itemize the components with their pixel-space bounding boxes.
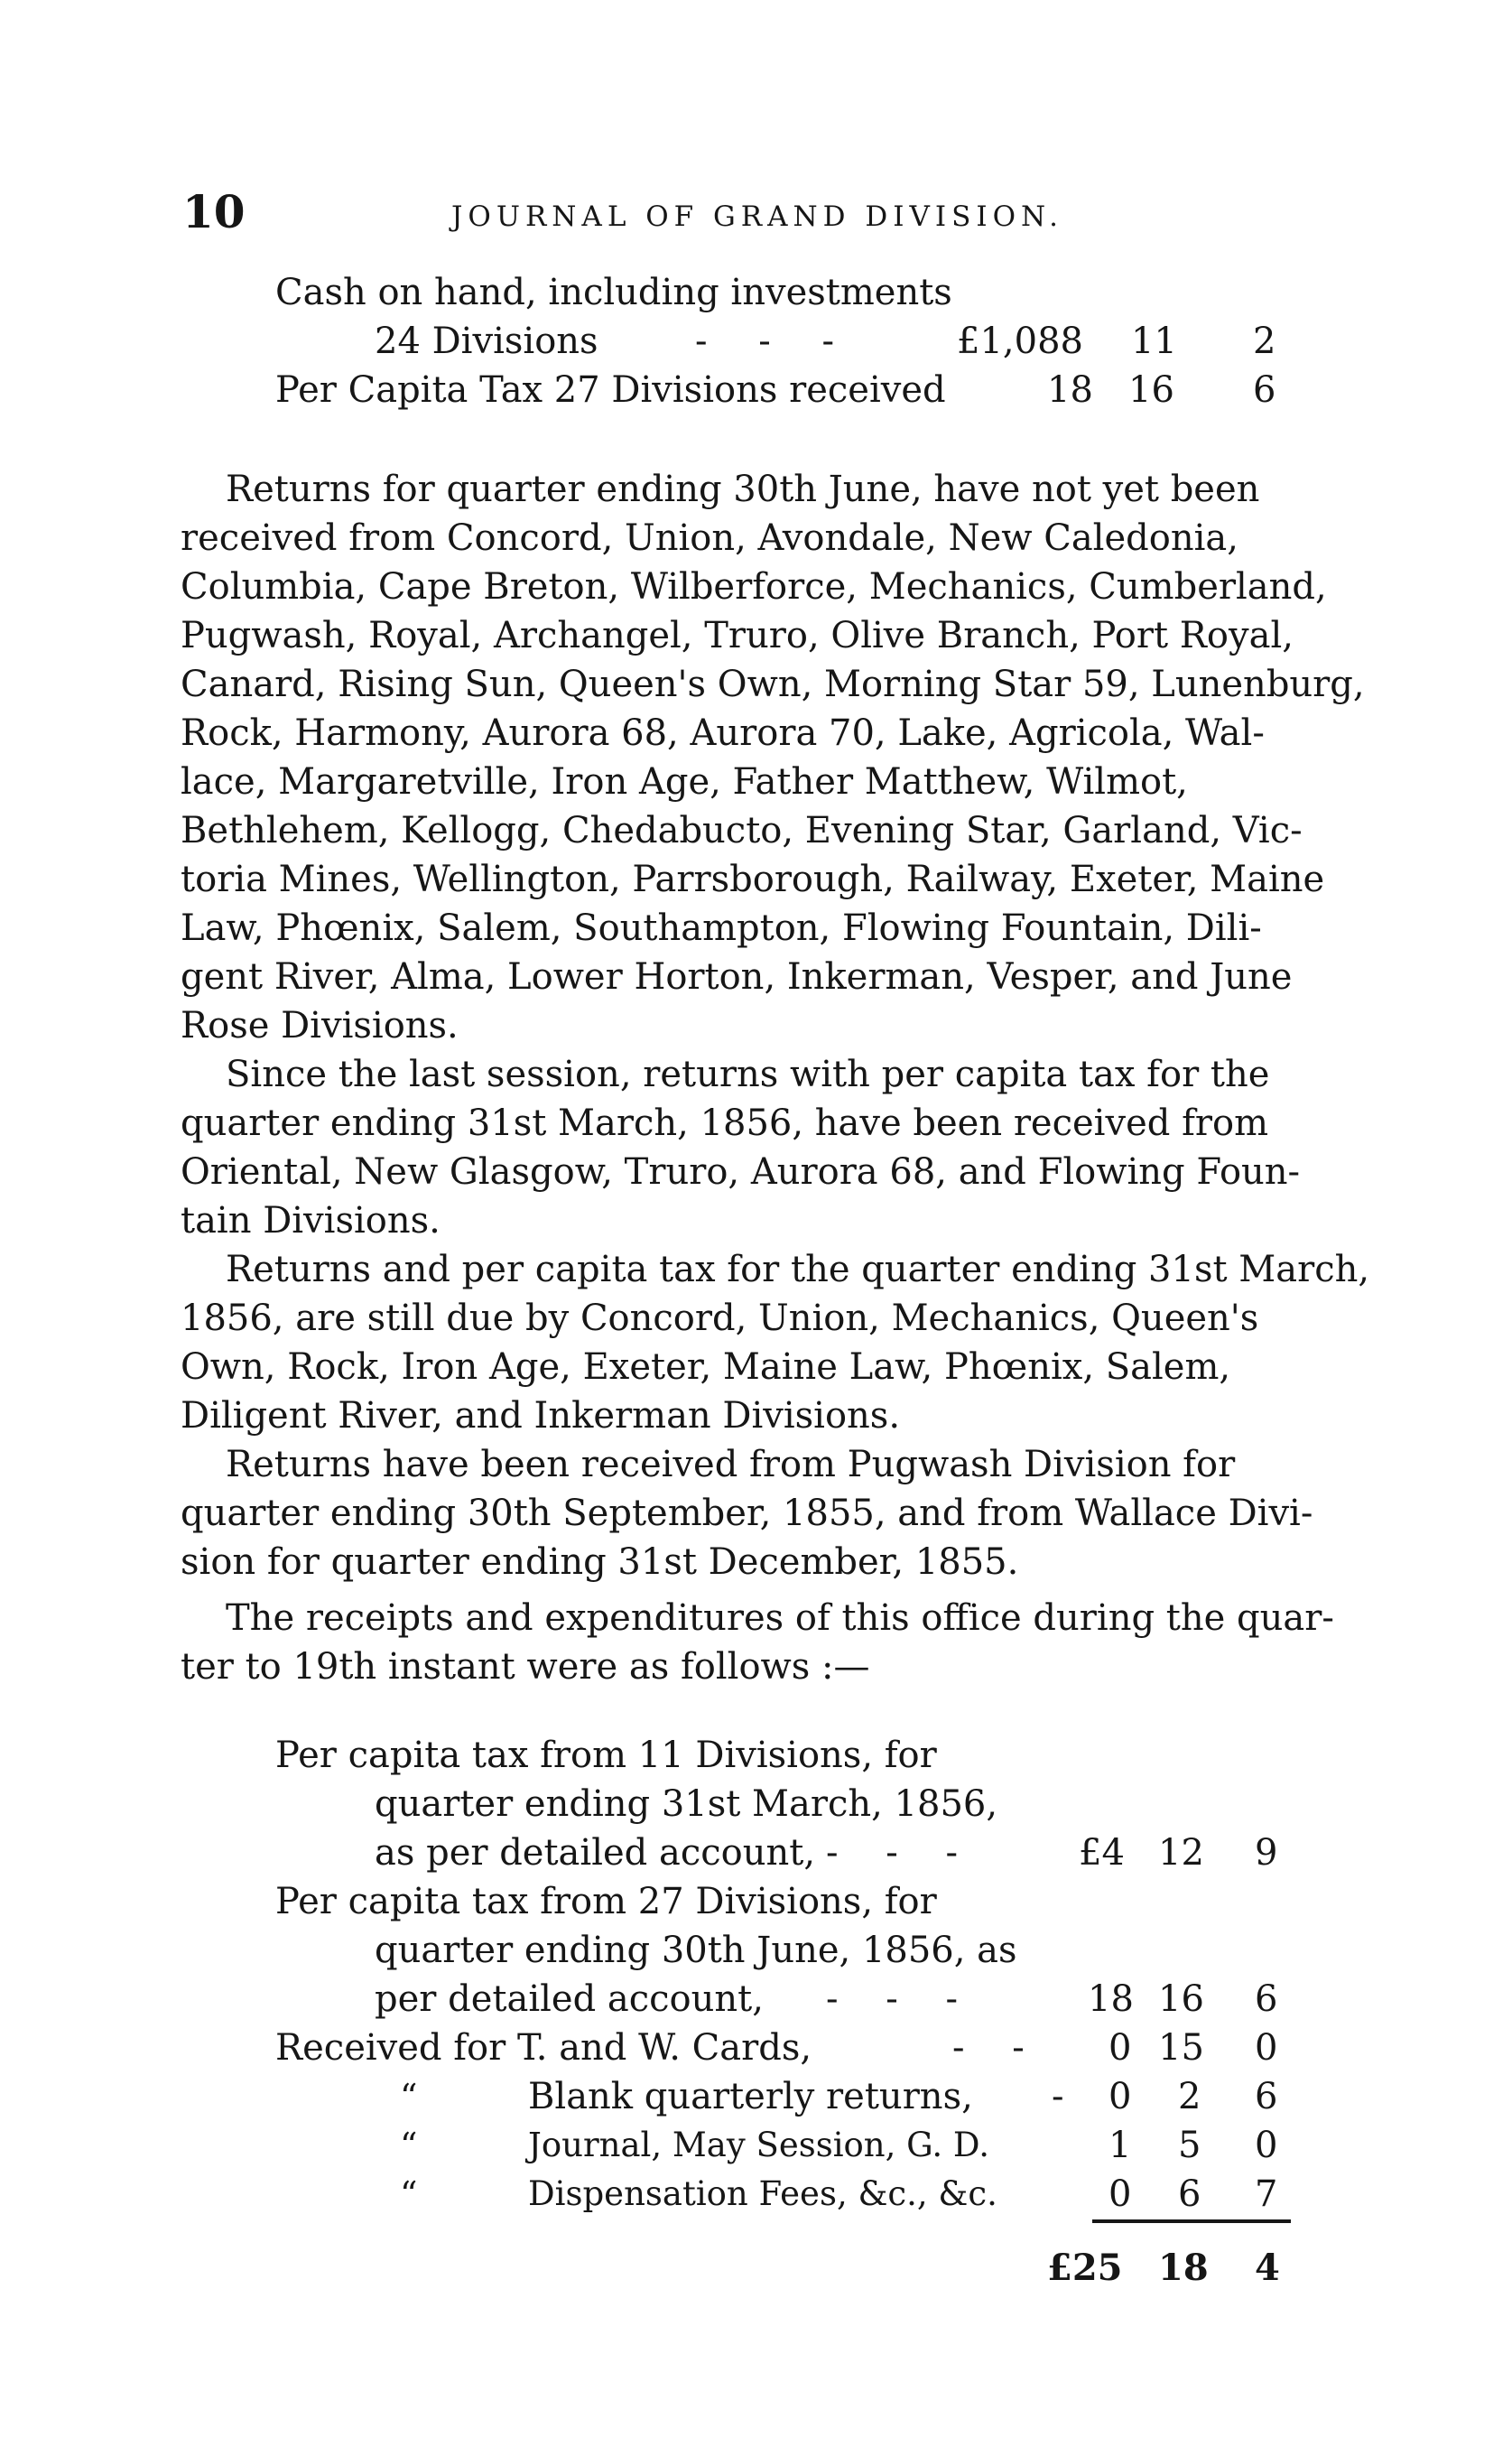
page-header bbox=[181, 185, 1331, 239]
cash-row-2-pounds: 18 bbox=[1047, 369, 1093, 411]
receipt-item-2-shillings: 16 bbox=[1158, 1978, 1204, 2020]
cash-row-2-label: Per Capita Tax 27 Divisions received bbox=[275, 369, 946, 411]
receipt-item-2-leaders: - - - bbox=[826, 1978, 976, 2020]
running-head: JOURNAL OF GRAND DIVISION. bbox=[451, 200, 1063, 233]
text-line: Rose Divisions. bbox=[181, 1005, 459, 1047]
receipt-item-4-label: Blank quarterly returns, bbox=[528, 2076, 973, 2117]
receipt-item-4-shillings: 2 bbox=[1178, 2076, 1201, 2117]
receipt-item-2-line-3: per detailed account, bbox=[375, 1978, 764, 2020]
receipt-item-5-shillings: 5 bbox=[1178, 2125, 1201, 2166]
text-line: toria Mines, Wellington, Parrsborough, Railway, Exeter, Maine bbox=[181, 859, 1325, 900]
text-line: Diligent River, and Inkerman Divisions. bbox=[181, 1395, 901, 1437]
receipt-item-5-label: Journal, May Session, G. D. bbox=[528, 2126, 990, 2164]
text-line: lace, Margaretville, Iron Age, Father Matthew, Wilmot, bbox=[181, 761, 1188, 803]
text-line: gent River, Alma, Lower Horton, Inkerman, Vesper, and June bbox=[181, 956, 1293, 998]
text-line: Pugwash, Royal, Archangel, Truro, Olive Branch, Port Royal, bbox=[181, 615, 1294, 656]
receipt-item-1-shillings: 12 bbox=[1158, 1832, 1204, 1874]
text-line: quarter ending 30th September, 1855, and from Wallace Divi- bbox=[181, 1493, 1313, 1534]
total-pence: 4 bbox=[1255, 2247, 1280, 2289]
cash-row-2-shillings: 16 bbox=[1128, 369, 1174, 411]
receipt-item-4-leaders: - bbox=[1052, 2076, 1064, 2117]
receipt-item-5-pounds: 1 bbox=[1108, 2125, 1132, 2166]
receipt-item-3-shillings: 15 bbox=[1158, 2027, 1204, 2069]
receipt-item-1-line-3: as per detailed account, bbox=[375, 1832, 816, 1874]
receipt-item-6-label: Dispensation Fees, &c., &c. bbox=[528, 2174, 997, 2213]
text-line: The receipts and expenditures of this office during the quar- bbox=[226, 1597, 1334, 1639]
receipt-item-2-line-2: quarter ending 30th June, 1856, as bbox=[375, 1930, 1017, 1971]
text-line: ter to 19th instant were as follows :— bbox=[181, 1646, 870, 1688]
text-line: Oriental, New Glasgow, Truro, Aurora 68, and Flowing Foun- bbox=[181, 1151, 1301, 1193]
text-line: tain Divisions. bbox=[181, 1200, 441, 1242]
text-line: sion for quarter ending 31st December, 1855. bbox=[181, 1541, 1019, 1583]
cash-row-1-label: 24 Divisions bbox=[375, 321, 598, 362]
cash-line-1: Cash on hand, including investments bbox=[275, 272, 952, 313]
receipt-item-4-pounds: 0 bbox=[1108, 2076, 1132, 2117]
text-line: Canard, Rising Sun, Queen's Own, Morning Star 59, Lunenburg, bbox=[181, 664, 1365, 705]
receipt-item-3-pounds: 0 bbox=[1108, 2027, 1132, 2069]
cash-row-1-pounds: £1,088 bbox=[957, 321, 1083, 362]
receipt-item-6-pounds: 0 bbox=[1108, 2173, 1132, 2215]
text-line: Returns have been received from Pugwash Division for bbox=[226, 1444, 1236, 1485]
text-line: Returns and per capita tax for the quarter ending 31st March, bbox=[226, 1249, 1370, 1290]
page-number: 10 bbox=[182, 185, 246, 238]
cash-row-2-pence: 6 bbox=[1253, 369, 1276, 411]
total-pounds: £25 bbox=[1047, 2247, 1123, 2289]
text-line: Returns for quarter ending 30th June, have not yet been bbox=[226, 469, 1260, 510]
receipt-item-3-pence: 0 bbox=[1255, 2027, 1278, 2069]
total-rule bbox=[1092, 2219, 1291, 2223]
receipt-item-5-pence: 0 bbox=[1255, 2125, 1278, 2166]
receipt-item-1-line-2: quarter ending 31st March, 1856, bbox=[375, 1783, 998, 1825]
receipt-item-2-pence: 6 bbox=[1255, 1978, 1278, 2020]
receipt-item-2-line-1: Per capita tax from 27 Divisions, for bbox=[275, 1881, 937, 1922]
text-line: Law, Phœnix, Salem, Southampton, Flowing Fountain, Dili- bbox=[181, 907, 1262, 949]
text-line: quarter ending 31st March, 1856, have been received from bbox=[181, 1103, 1268, 1144]
receipt-item-1-line-1: Per capita tax from 11 Divisions, for bbox=[275, 1735, 937, 1776]
receipt-item-3-leaders: - - bbox=[952, 2027, 1043, 2069]
text-line: Own, Rock, Iron Age, Exeter, Maine Law, Phœnix, Salem, bbox=[181, 1346, 1231, 1388]
text-line: received from Concord, Union, Avondale, New Caledonia, bbox=[181, 517, 1238, 559]
receipt-item-6-shillings: 6 bbox=[1178, 2173, 1201, 2215]
cash-row-1-shillings: 11 bbox=[1131, 321, 1177, 362]
receipt-item-3-label: Received for T. and W. Cards, bbox=[275, 2027, 812, 2069]
receipt-item-1-pence: 9 bbox=[1255, 1832, 1278, 1874]
receipt-item-2-pounds: 18 bbox=[1088, 1978, 1134, 2020]
cash-row-1-leaders: - - - bbox=[695, 321, 854, 362]
ditto-mark: “ bbox=[400, 2077, 418, 2117]
text-line: Rock, Harmony, Aurora 68, Aurora 70, Lake, Agricola, Wal- bbox=[181, 712, 1265, 754]
receipt-item-6-pence: 7 bbox=[1255, 2173, 1278, 2215]
ditto-mark: “ bbox=[400, 2174, 418, 2214]
receipt-item-1-pounds: £4 bbox=[1079, 1832, 1125, 1874]
receipt-item-1-leaders: - - - bbox=[826, 1832, 976, 1874]
text-line: Since the last session, returns with per capita tax for the bbox=[226, 1054, 1270, 1095]
total-shillings: 18 bbox=[1158, 2247, 1209, 2289]
ditto-mark: “ bbox=[400, 2126, 418, 2165]
text-line: 1856, are still due by Concord, Union, Mechanics, Queen's bbox=[181, 1298, 1259, 1339]
text-line: Columbia, Cape Breton, Wilberforce, Mechanics, Cumberland, bbox=[181, 566, 1327, 608]
receipt-item-4-pence: 6 bbox=[1255, 2076, 1278, 2117]
text-line: Bethlehem, Kellogg, Chedabucto, Evening Star, Garland, Vic- bbox=[181, 810, 1303, 851]
cash-row-1-pence: 2 bbox=[1253, 321, 1276, 362]
